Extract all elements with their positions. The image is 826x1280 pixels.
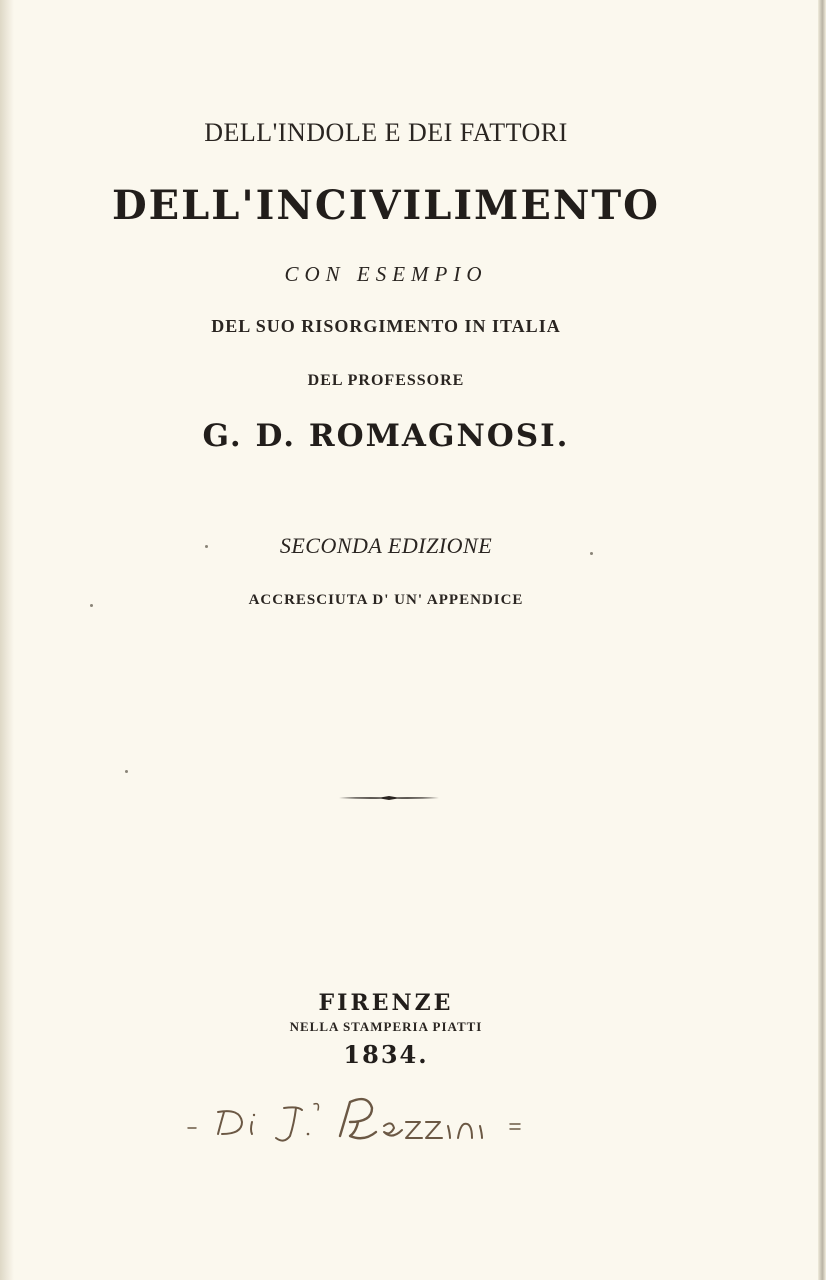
subtitle-line-1: CON ESEMPIO [284, 262, 488, 286]
ornamental-rule [339, 795, 439, 801]
edition-statement: SECONDA EDIZIONE [279, 533, 493, 558]
paper-speck [125, 770, 128, 773]
handwritten-ownership-inscription [180, 1082, 540, 1152]
subtitle-line-2: DEL SUO RISORGIMENTO IN ITALIA [211, 316, 561, 336]
imprint-year: 1834. [343, 1040, 429, 1069]
imprint-printer: NELLA STAMPERIA PIATTI [289, 1019, 483, 1034]
author-name: G. D. ROMAGNOSI. [202, 418, 570, 454]
page-edge [818, 0, 826, 1280]
edition-note: ACCRESCIUTA D' UN' APPENDICE [248, 592, 524, 608]
main-title: DELL'INCIVILIMENTO [111, 182, 660, 229]
imprint-place: FIRENZE [318, 990, 454, 1016]
title-line-1: DELL'INDOLE E DEI FATTORI [204, 118, 568, 147]
author-prefix: DEL PROFESSORE [307, 372, 465, 389]
